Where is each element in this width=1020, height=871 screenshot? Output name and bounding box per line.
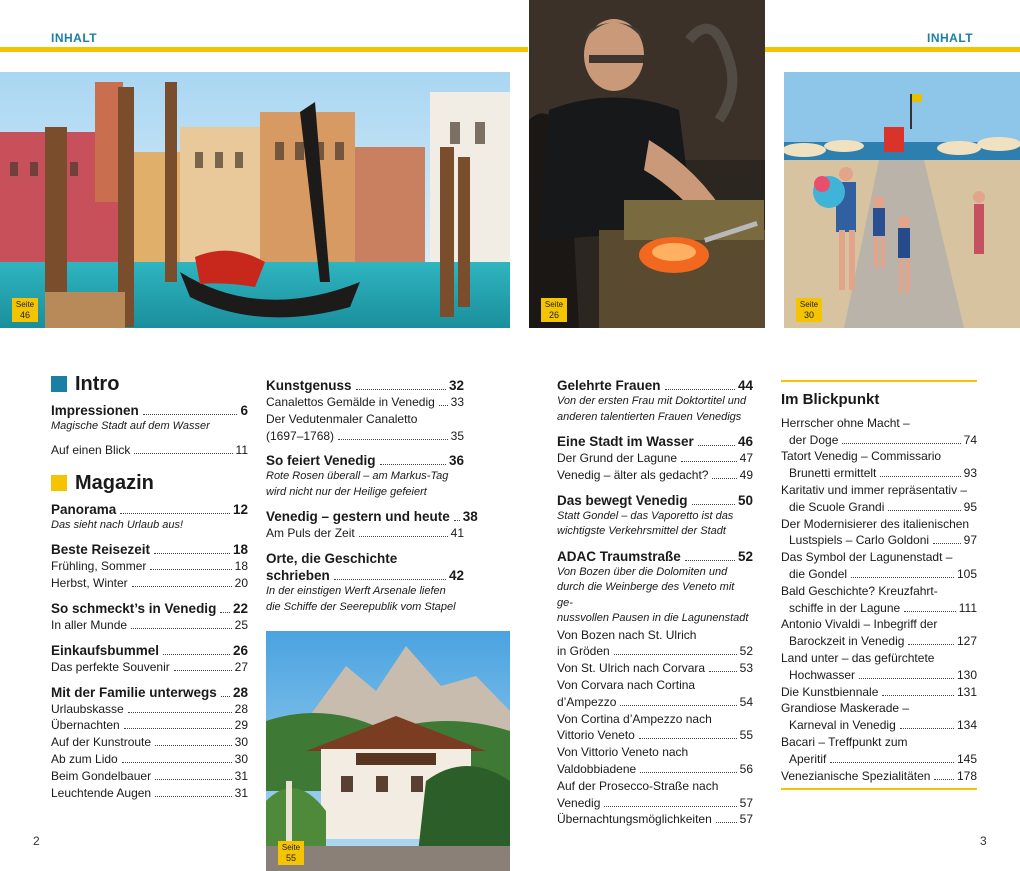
header-rule-right [765,47,1020,52]
toc-entry[interactable]: Venedig 57 [557,795,753,810]
blickpunkt-entry[interactable]: die Scuole Grandi 95 [789,499,977,514]
toc-entry[interactable]: Urlaubskasse 28 [51,701,248,716]
blickpunkt-entry[interactable]: der Doge 74 [789,432,977,447]
photo-dolomites [266,631,510,871]
toc-entry[interactable]: Herbst, Winter 20 [51,576,248,591]
toc-entry[interactable]: Auf einen Blick 11 [51,443,248,458]
toc-entry[interactable]: Eine Stadt im Wasser 46 [557,434,753,449]
toc-entry[interactable]: Vittorio Veneto 55 [557,728,753,743]
toc-entry[interactable]: in Gröden 52 [557,644,753,659]
photo-glassblower [529,0,765,328]
toc-entry[interactable]: ADAC Traumstraße 52 [557,548,753,564]
toc-description: Von der ersten Frau mit Doktortitel und [557,395,747,407]
intro-square-icon [51,376,67,392]
blickpunkt-list [781,415,977,785]
toc-entry[interactable]: So feiert Venedig 36 [266,453,464,469]
blickpunkt-rule-bottom [781,788,977,790]
toc-entry-line[interactable]: Von Bozen nach St. Ulrich [557,627,697,642]
page-number-right: 3 [980,834,987,848]
toc-description: nussvollen Pausen in die Lagunenstadt [557,612,749,625]
toc-entry-line[interactable]: Von Vittorio Veneto nach [557,745,689,760]
toc-entry[interactable]: Kunstgenuss 32 [266,378,464,393]
toc-description: wird nicht nur der Heilige gefeiert [266,485,427,498]
toc-entry-line[interactable]: Von Cortina d’Ampezzo nach [557,711,712,726]
photo-venice-gondola [0,72,510,328]
page-tag[interactable]: Seite 55 [278,841,304,865]
blickpunkt-entry[interactable]: schiffe in der Lagune 111 [789,600,977,615]
toc-column-2 [266,377,478,615]
toc-entry[interactable]: Der Grund der Lagune 47 [557,451,753,465]
page-number-left: 2 [33,834,40,848]
blickpunkt-entry-line[interactable]: Antonio Vivaldi – Inbegriff der [781,617,938,632]
toc-description: In der einstigen Werft Arsenale liefen [266,585,446,598]
blickpunkt-entry[interactable]: Die Kunstbiennale 131 [781,684,977,699]
photo-lido-beach [784,72,1020,328]
toc-entry[interactable]: Leuchtende Augen 31 [51,785,248,800]
blickpunkt-entry[interactable]: Aperitif 145 [789,751,977,766]
page-tag[interactable]: Seite 46 [12,298,38,322]
toc-entry[interactable]: Übernachten 29 [51,718,248,733]
toc-entry[interactable]: d’Ampezzo 54 [557,694,753,709]
toc-description: anderen talentierten Frauen Venedigs [557,410,742,423]
blickpunkt-rule-top [781,380,977,382]
blickpunkt-entry[interactable]: Venezianische Spezialitäten 178 [781,768,977,783]
toc-entry[interactable]: Impressionen 6 [51,402,248,418]
toc-description: wichtigste Verkehrsmittel der Stadt [557,525,726,538]
toc-column-1 [51,373,248,801]
toc-entry-line[interactable]: Auf der Prosecco-Straße nach [557,778,719,793]
header-rule-left [0,47,528,52]
toc-entry[interactable]: In aller Munde 25 [51,617,248,632]
toc-entry[interactable]: Am Puls der Zeit 41 [266,526,464,541]
toc-entry[interactable]: (1697–1768) 35 [266,428,464,443]
blickpunkt-entry[interactable]: Lustspiels – Carlo Goldoni 97 [789,533,977,548]
toc-description: Magische Stadt auf dem Wasser [51,419,210,432]
blickpunkt-entry-line[interactable]: Tatort Venedig – Commissario [781,449,942,464]
toc-column-blickpunkt [781,380,977,790]
toc-entry[interactable]: Das perfekte Souvenir 27 [51,659,248,674]
toc-entry[interactable]: Beste Reisezeit 18 [51,542,248,558]
blickpunkt-entry-line[interactable]: Karitativ und immer repräsentativ – [781,482,968,497]
blickpunkt-entry-line[interactable]: Bacari – Treffpunkt zum [781,734,908,749]
section-magazin: Magazin [51,475,248,492]
toc-entry[interactable]: schrieben 42 [266,568,464,584]
section-intro: Intro [51,376,248,393]
toc-entry[interactable]: So schmeckt’s in Venedig 22 [51,600,248,616]
toc-entry[interactable]: Auf der Kunstroute 30 [51,735,248,750]
toc-entry[interactable]: Panorama 12 [51,501,248,517]
toc-entry[interactable]: Beim Gondelbauer 31 [51,768,248,783]
toc-entry[interactable]: Ab zum Lido 30 [51,751,248,766]
page-tag[interactable]: Seite 30 [796,298,822,322]
blickpunkt-entry[interactable]: die Gondel 105 [789,566,977,581]
toc-description: Das sieht nach Urlaub aus! [51,518,184,531]
toc-description: Von Bozen über die Dolomiten und [557,565,728,578]
toc-entry[interactable]: Gelehrte Frauen 44 [557,378,753,393]
toc-description: die Schiffe der Seerepublik vom Stapel [266,600,456,613]
header-label-left: INHALT [51,31,98,45]
blickpunkt-entry-line[interactable]: Herrscher ohne Macht – [781,415,910,430]
toc-entry[interactable]: Valdobbiadene 56 [557,761,753,776]
toc-column-3 [557,377,753,828]
blickpunkt-entry[interactable]: Barockzeit in Venedig 127 [789,634,977,649]
toc-description: Rote Rosen überall – am Markus-Tag [266,470,449,483]
blickpunkt-entry-line[interactable]: Land unter – das gefürchtete [781,650,935,665]
toc-description: Statt Gondel – das Vaporetto ist das [557,509,734,522]
blickpunkt-entry[interactable]: Brunetti ermittelt 93 [789,466,977,481]
blickpunkt-entry-line[interactable]: Das Symbol der Lagunenstadt – [781,550,953,565]
toc-entry[interactable]: Venedig – älter als gedacht? 49 [557,467,753,482]
toc-entry[interactable]: Übernachtungsmöglichkeiten 57 [557,812,753,827]
blickpunkt-entry-line[interactable]: Bald Geschichte? Kreuzfahrt- [781,583,938,598]
blickpunkt-entry-line[interactable]: Grandiose Maskerade – [781,701,910,716]
toc-entry[interactable]: Von St. Ulrich nach Corvara 53 [557,661,753,676]
toc-entry[interactable]: Das bewegt Venedig 50 [557,492,753,508]
page-tag[interactable]: Seite 26 [541,298,567,322]
blickpunkt-title: Im Blickpunkt [781,391,880,408]
magazin-square-icon [51,475,67,491]
toc-entry-line[interactable]: Von Corvara nach Cortina [557,677,696,692]
toc-description: durch die Weinberge des Veneto mit ge- [557,581,735,609]
blickpunkt-entry-line[interactable]: Der Modernisierer des italienischen [781,516,970,531]
blickpunkt-entry[interactable]: Karneval in Venedig 134 [789,718,977,733]
toc-entry[interactable]: Frühling, Sommer 18 [51,559,248,574]
blickpunkt-entry[interactable]: Hochwasser 130 [789,667,977,682]
toc-entry[interactable]: Venedig – gestern und heute 38 [266,509,478,525]
toc-entry[interactable]: Mit der Familie unterwegs 28 [51,684,248,700]
toc-entry[interactable]: Einkaufsbummel 26 [51,642,248,658]
toc-entry[interactable]: Canalettos Gemälde in Venedig 33 [266,395,464,409]
toc-entry-line[interactable]: Der Vedutenmaler Canaletto [266,411,418,426]
header-label-right: INHALT [927,31,974,45]
toc-entry-line[interactable]: Orte, die Geschichte [266,551,398,567]
